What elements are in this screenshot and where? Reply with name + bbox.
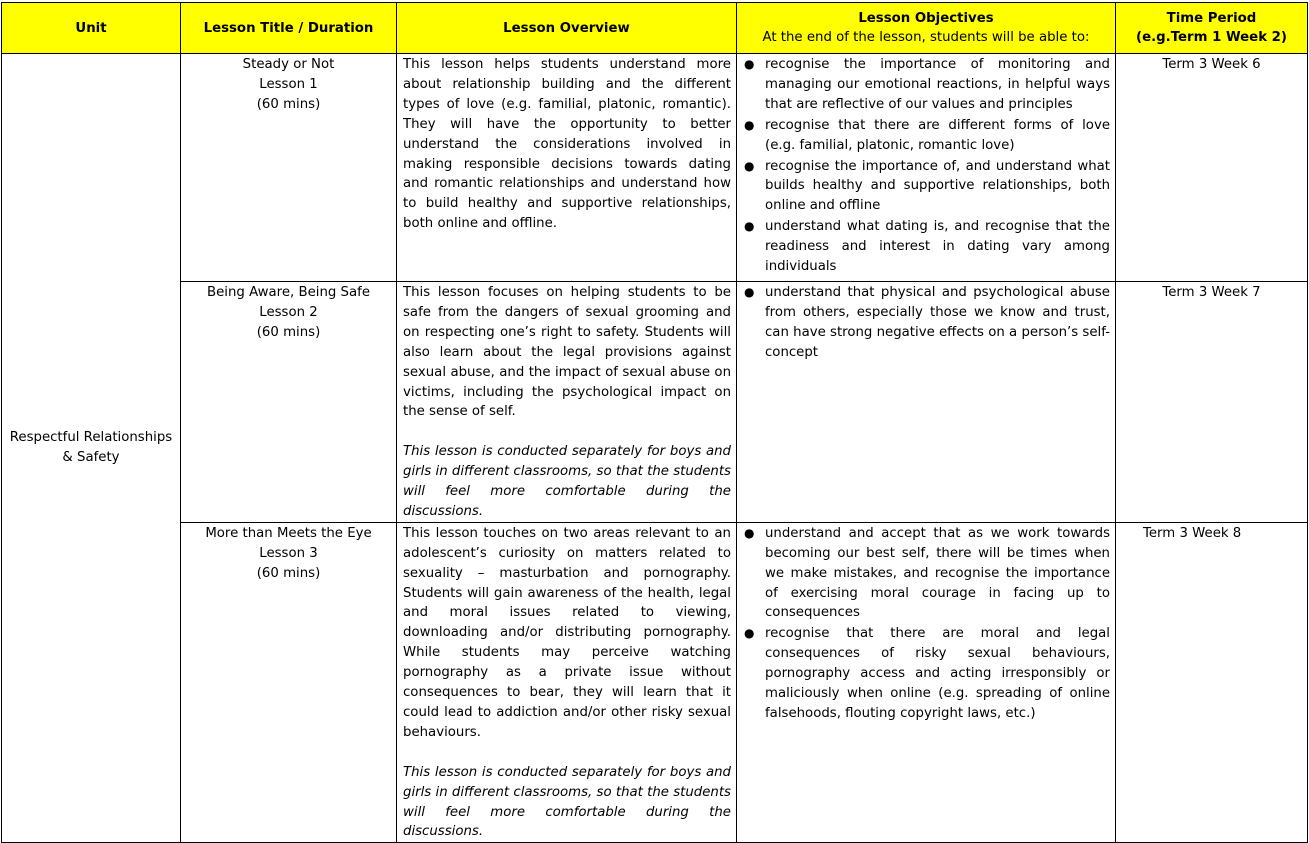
header-objectives-sub: At the end of the lesson, students will be able to: bbox=[762, 30, 1090, 45]
header-title-duration: Lesson Title / Duration bbox=[181, 3, 397, 54]
lesson-objectives-cell bbox=[737, 522, 1116, 842]
bullet-icon: ● bbox=[744, 525, 755, 540]
lesson-title-cell bbox=[181, 282, 397, 523]
objective-text: recognise the importance of monitoring and managing our emotional reactions, in helpful ways that are reflective of our values and principles bbox=[765, 57, 1110, 112]
objective-item bbox=[737, 116, 1110, 156]
objective-text: understand what dating is, and recognise that the readiness and interest in dating vary among individuals bbox=[765, 219, 1110, 275]
objective-item bbox=[737, 283, 1110, 363]
objective-text: recognise that there are moral and legal consequences of risky sexual behaviours, pornography access and acting irresponsibly or maliciously when online (e.g. spreading of online falsehoods, flouting copyright laws, etc.) bbox=[765, 626, 1110, 722]
bullet-icon: ● bbox=[744, 117, 755, 132]
header-time-period bbox=[1116, 3, 1308, 54]
time-period-text: Term 3 Week 6 bbox=[1162, 57, 1261, 72]
lesson-overview-cell bbox=[397, 54, 737, 282]
header-time-period-sub: (e.g.Term 1 Week 2) bbox=[1136, 30, 1287, 45]
bullet-icon: ● bbox=[744, 158, 755, 173]
lesson-overview-text: This lesson touches on two areas relevant to an adolescent’s curiosity on matters related to sexuality – masturbation and pornography. Students will gain awareness of the health, legal and moral issues related to viewing, downloading and/or distributing pornography. While students may perceive watching pornography as a private issue without consequences to bear, they will learn that it could lead to addiction and/or other risky sexual behaviours. bbox=[403, 525, 731, 740]
lesson-overview-cell bbox=[397, 282, 737, 523]
bullet-icon: ● bbox=[744, 57, 755, 71]
header-objectives bbox=[737, 3, 1116, 54]
lesson-row bbox=[2, 54, 1308, 282]
lesson-number: Lesson 2 bbox=[259, 304, 318, 320]
lesson-plan-table bbox=[1, 2, 1308, 843]
time-period-cell bbox=[1116, 282, 1308, 523]
lesson-row bbox=[2, 282, 1308, 523]
time-period-cell bbox=[1116, 522, 1308, 842]
lesson-duration: (60 mins) bbox=[256, 565, 321, 581]
header-overview: Lesson Overview bbox=[397, 3, 737, 54]
objective-item bbox=[737, 55, 1110, 115]
objective-item bbox=[737, 624, 1110, 724]
lesson-overview-text: This lesson focuses on helping students to be safe from the dangers of sexual grooming and on respecting one’s right to safety. Students will also learn about the legal provisions against sexual abuse, and the impact of sexual abuse on victims, including the psychological impact on the sense of self. bbox=[403, 285, 731, 420]
time-period-text: Term 3 Week 7 bbox=[1162, 285, 1261, 300]
header-objectives-title: Lesson Objectives bbox=[858, 11, 994, 26]
header-time-period-title: Time Period bbox=[1166, 11, 1257, 26]
lesson-objectives-cell bbox=[737, 54, 1116, 282]
objectives-list bbox=[737, 55, 1110, 277]
objectives-list bbox=[737, 283, 1110, 363]
lesson-number: Lesson 1 bbox=[259, 76, 318, 92]
lesson-overview-cell bbox=[397, 522, 737, 842]
lesson-title: Being Aware, Being Safe bbox=[206, 285, 371, 300]
header-row bbox=[2, 3, 1308, 54]
objective-item bbox=[737, 524, 1110, 624]
objective-text: recognise that there are different forms of love (e.g. familial, platonic, romantic love) bbox=[765, 117, 1110, 153]
lesson-title: Steady or Not bbox=[242, 57, 335, 72]
lesson-duration: (60 mins) bbox=[256, 324, 321, 340]
bullet-icon: ● bbox=[744, 285, 755, 299]
objective-text: understand that physical and psychological abuse from others, especially those we know and trust, can have strong negative effects on a person’s self-concept bbox=[765, 285, 1110, 360]
lesson-note-text: This lesson is conducted separately for boys and girls in different classrooms, so that the students will feel more comfortable during the discussions. bbox=[403, 444, 731, 519]
time-period-text: Term 3 Week 8 bbox=[1143, 525, 1242, 541]
time-period-cell bbox=[1116, 54, 1308, 282]
header-unit: Unit bbox=[2, 3, 181, 54]
unit-name-line1: Respectful Relationships bbox=[9, 430, 173, 446]
lesson-duration: (60 mins) bbox=[256, 96, 321, 112]
lesson-number: Lesson 3 bbox=[259, 545, 318, 561]
lesson-note-text: This lesson is conducted separately for boys and girls in different classrooms, so that the students will feel more comfortable during the discussions. bbox=[403, 764, 731, 840]
bullet-icon: ● bbox=[744, 626, 755, 641]
lesson-title-cell bbox=[181, 54, 397, 282]
lesson-title: More than Meets the Eye bbox=[205, 525, 372, 541]
unit-name-line2: & Safety bbox=[62, 450, 120, 466]
objective-item bbox=[737, 157, 1110, 217]
objective-item bbox=[737, 217, 1110, 277]
lesson-row bbox=[2, 522, 1308, 842]
bullet-icon: ● bbox=[744, 219, 755, 234]
lesson-overview-text: This lesson helps students understand more about relationship building and the different types of love (e.g. familial, platonic, romantic). They will have the opportunity to better understand the considerations involved in making responsible decisions towards dating and romantic relationships and understand how to build healthy and supportive relationships, both online and offline. bbox=[403, 57, 731, 232]
objectives-list bbox=[737, 524, 1110, 724]
objective-text: recognise the importance of, and understand what builds healthy and supportive relationships, both online and offline bbox=[765, 158, 1110, 214]
unit-cell bbox=[2, 54, 181, 843]
lesson-title-cell bbox=[181, 522, 397, 842]
lesson-objectives-cell bbox=[737, 282, 1116, 523]
objective-text: understand and accept that as we work towards becoming our best self, there will be times when we make mistakes, and recognise the importance of exercising moral courage in facing up to consequences bbox=[765, 525, 1110, 621]
